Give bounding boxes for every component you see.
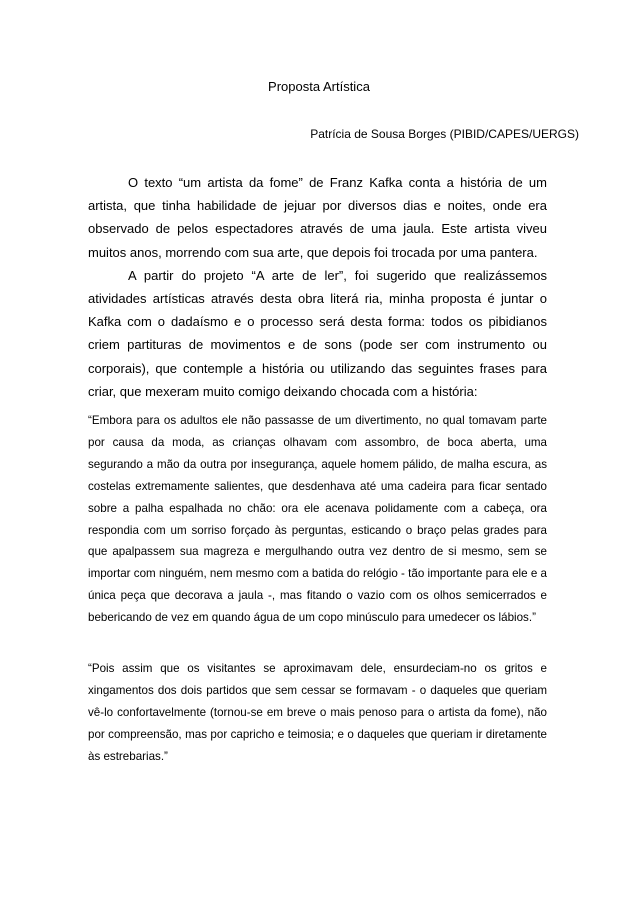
paragraph-intro: O texto “um artista da fome” de Franz Kafka conta a história de um artista, que tinha habilidade de jejuar por diversos dias e noites, onde era observado de pelos espectadores através de uma jaula. Este artista viveu muitos anos, morrendo com sua arte, que depois foi trocada por uma pantera. xyxy=(88,175,547,260)
quote-1: “Embora para os adultos ele não passasse de um divertimento, no qual tomavam parte por causa da moda, as crianças olhavam com assombro, de boca aberta, uma segurando a mão da outra por insegurança, aquele homem pálido, de malha escura, as costelas extremamente salientes, que desdenhava até uma cadeira para ficar sentado sobre a palha espalhada no chão: ora ele acenava polidamente com a cabeça, ora respondia com um sorriso forçado às perguntas, esticando o braço pelas grades para que apalpassem sua magreza e mergulhando outra vez dentro de si mesmo, sem se importar com ninguém, nem mesmo com a batida do relógio - tão importante para ele e a única peça que decorava a jaula -, mas fitando o vazio com os olhos semicerrados e bebericando de vez em quando água de um copo minúsculo para umedecer os lábios.” xyxy=(88,414,547,625)
document-author: Patrícia de Sousa Borges (PIBID/CAPES/UERGS) xyxy=(310,127,579,141)
body-text xyxy=(88,171,547,403)
paragraph-proposal: A partir do projeto “A arte de ler”, foi sugerido que realizássemos atividades artísticas através desta obra literá ria, minha proposta é juntar o Kafka com o dadaísmo e o processo será desta forma: todos os pibidianos criem partituras de movimentos e de sons (pode ser com instrumento ou corporais), que contemple a história ou utilizando das seguintes frases para criar, que mexeram muito comigo deixando chocada com a história: xyxy=(88,267,547,399)
quote-2: “Pois assim que os visitantes se aproximavam dele, ensurdeciam-no os gritos e xingamentos dos dois partidos que sem cessar se formavam - o daqueles que queriam vê-lo confortavelmente (tornou-se em breve o mais penoso para o artista da fome), não por compreensão, mas por capricho e teimosia; e o daqueles que queriam ir diretamente às estrebarias.” xyxy=(88,662,547,763)
document-title: Proposta Artística xyxy=(268,79,370,94)
